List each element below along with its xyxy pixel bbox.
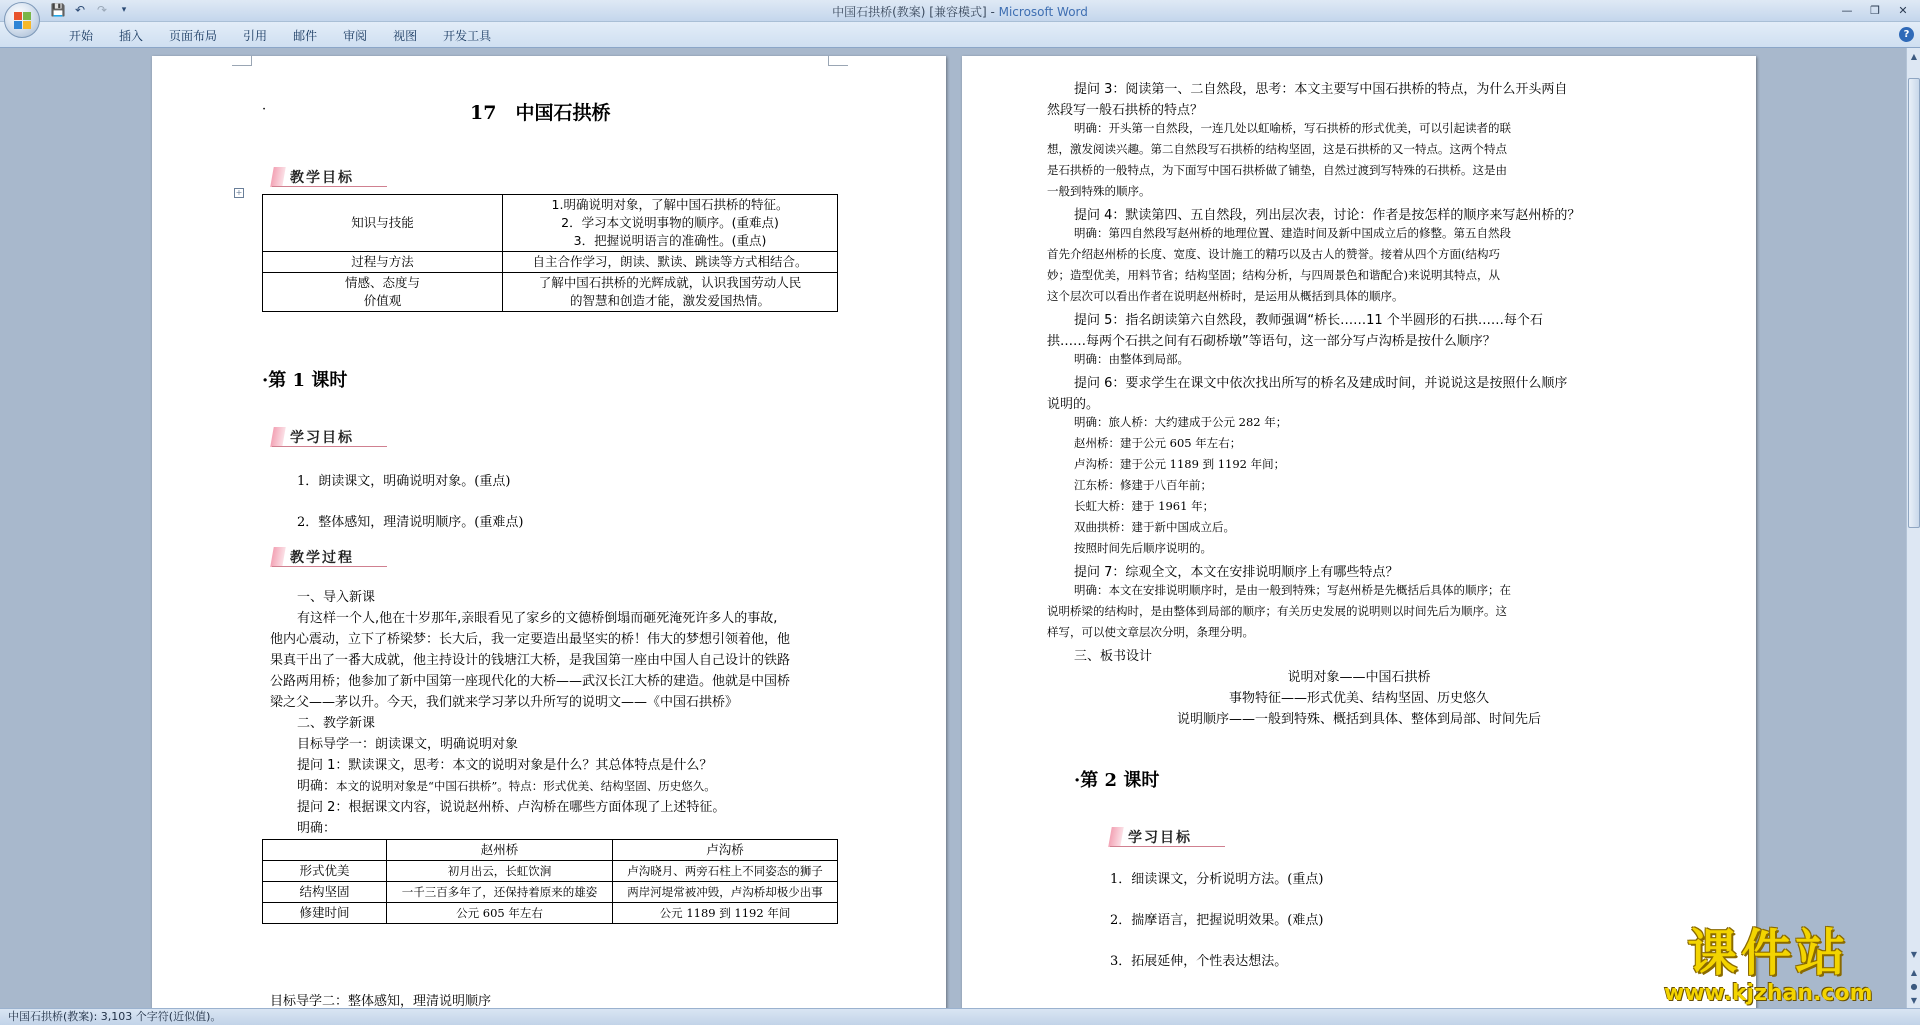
question-3-cont: 然段写一般石拱桥的特点？ xyxy=(1047,103,1204,118)
goal-value xyxy=(503,273,838,312)
bridge-table xyxy=(262,839,838,924)
document-workspace xyxy=(0,48,1906,1008)
banner-underline xyxy=(272,186,387,187)
app-title: Microsoft Word xyxy=(998,5,1088,19)
answer-1 xyxy=(297,775,716,794)
tab-view[interactable]: 视图 xyxy=(393,29,418,43)
table-cell: 卢沟晓月、两旁石柱上不同姿态的狮子 xyxy=(613,861,838,882)
goal-line: 2．学习本文说明事物的顺序。(重难点) xyxy=(561,215,779,230)
page-right xyxy=(962,56,1756,1008)
question-1: 提问 1：默读课文，思考：本文的说明对象是什么？其总体特点是什么？ xyxy=(297,758,713,773)
previous-page-icon[interactable]: ▲ xyxy=(1910,968,1918,977)
intro-paragraph-line: 他内心震动，立下了桥梁梦：长大后，我一定要造出最坚实的桥！伟大的梦想引领着他，他 xyxy=(270,632,791,647)
question-5-cont: 拱……每两个石拱之间有石砌桥墩”等语句，这一部分写卢沟桥是按什么顺序？ xyxy=(1047,334,1496,349)
goal-key: 情感、态度与价值观 xyxy=(263,273,503,312)
table-cell: 公元 605 年左右 xyxy=(387,903,613,924)
question-4: 提问 4：默读第四、五自然段，列出层次表，讨论：作者是按怎样的顺序来写赵州桥的？ xyxy=(1074,208,1581,223)
scroll-down-icon[interactable]: ▼ xyxy=(1910,950,1918,959)
restore-icon[interactable]: ❐ xyxy=(1870,4,1880,17)
table-cell: 公元 1189 到 1192 年间 xyxy=(613,903,838,924)
office-logo-icon xyxy=(14,12,32,30)
scroll-thumb[interactable] xyxy=(1908,78,1920,528)
lesson-2-text: 第 2 课时 xyxy=(1080,770,1160,791)
banner-decoration xyxy=(1108,827,1124,847)
goal-line: 1.明确说明对象，了解中国石拱桥的特征。 xyxy=(551,197,789,212)
board-line: 说明顺序——一般到特殊、概括到具体、整体到局部、时间先后 xyxy=(1176,712,1541,727)
banner-teaching-goals xyxy=(272,166,354,188)
answer-4-line: 明确：第四自然段写赵州桥的地理位置、建造时间及新中国成立后的修整。第五自然段 xyxy=(1074,226,1511,240)
next-page-icon[interactable]: ▼ xyxy=(1910,996,1918,1005)
banner-underline xyxy=(272,446,387,447)
board-heading: 三、板书设计 xyxy=(1074,649,1153,664)
table-header-cell xyxy=(263,840,387,861)
minimize-icon[interactable]: — xyxy=(1841,4,1853,17)
goal-value: 自主合作学习，朗读、默读、跳读等方式相结合。 xyxy=(503,252,838,273)
document-title: 中国石拱桥(教案) [兼容模式] - xyxy=(832,5,999,19)
watermark-url: www.kjzhan.com xyxy=(1664,981,1873,1006)
answer-5: 明确：由整体到局部。 xyxy=(1074,352,1189,366)
customize-qat-icon[interactable]: ▾ xyxy=(121,5,127,15)
goal-line: 了解中国石拱桥的光辉成就，认识我国劳动人民 xyxy=(538,275,802,290)
goal-line: 3．把握说明语言的准确性。(重点) xyxy=(573,233,767,248)
window-title xyxy=(0,3,1920,20)
tab-mailings[interactable]: 邮件 xyxy=(293,29,318,43)
answer-2-label: 明确： xyxy=(297,821,337,836)
title-bar xyxy=(0,0,1920,22)
banner-learning-goals-text: 学习目标 xyxy=(290,430,354,446)
status-bar xyxy=(0,1008,1920,1025)
crop-mark xyxy=(232,56,252,66)
page-left xyxy=(152,56,946,1008)
table-move-handle[interactable]: + xyxy=(235,188,243,197)
goal-key: 过程与方法 xyxy=(263,252,503,273)
answer-6-line: 明确：旅人桥：大约建成于公元 282 年； xyxy=(1074,415,1288,429)
bullet-mark: · xyxy=(262,102,267,117)
answer-6-line: 卢沟桥：建于公元 1189 到 1192 年间； xyxy=(1074,457,1286,471)
banner-underline xyxy=(272,566,387,567)
learning-goal-1: 1．细读课文，分析说明方法。(重点) xyxy=(1110,872,1324,887)
close-icon[interactable]: ✕ xyxy=(1898,4,1908,17)
lesson-1-heading: ·第 1 课时 xyxy=(262,370,348,391)
answer-6-line: 双曲拱桥：建于新中国成立后。 xyxy=(1074,520,1235,534)
question-7: 提问 7：综观全文，本文在安排说明顺序上有哪些特点？ xyxy=(1074,565,1399,580)
answer-3-line: 是石拱桥的一般特点，为下面写中国石拱桥做了铺垫，自然过渡到写特殊的石拱桥。这是由 xyxy=(1047,163,1507,177)
table-cell: 初月出云，长虹饮涧 xyxy=(387,861,613,882)
banner-learning-goals xyxy=(272,426,354,448)
answer-1-text: 本文的说明对象是“中国石拱桥”。特点：形式优美、结构坚固、历史悠久。 xyxy=(336,779,716,793)
question-6: 提问 6：要求学生在课文中依次找出所写的桥名及建成时间，并说说这是按照什么顺序 xyxy=(1074,376,1568,391)
answer-4-line: 这个层次可以看出作者在说明赵州桥时，是运用从概括到具体的顺序。 xyxy=(1047,289,1404,303)
goal-key: 知识与技能 xyxy=(263,195,503,252)
board-line: 事物特征——形式优美、结构坚固、历史悠久 xyxy=(1228,691,1489,706)
undo-icon[interactable]: ↶ xyxy=(74,3,86,17)
table-row xyxy=(263,861,838,882)
answer-3-line: 明确：开头第一自然段，一连几处以虹喻桥，写石拱桥的形式优美，可以引起读者的联 xyxy=(1074,121,1511,135)
new-lesson-heading: 二、教学新课 xyxy=(297,716,376,731)
table-row xyxy=(263,273,838,312)
scroll-up-icon[interactable]: ▲ xyxy=(1910,52,1918,61)
goal-value xyxy=(503,195,838,252)
answer-3-line: 一般到特殊的顺序。 xyxy=(1047,184,1151,198)
table-row xyxy=(263,882,838,903)
tab-review[interactable]: 审阅 xyxy=(343,29,368,43)
intro-paragraph-line: 公路两用桥；他参加了新中国第一座现代化的大桥——武汉长江大桥的建造。他就是中国桥 xyxy=(270,674,791,689)
tab-developer[interactable]: 开发工具 xyxy=(443,29,492,43)
teaching-goals-table xyxy=(262,194,838,312)
answer-6-line: 长虹大桥：建于 1961 年； xyxy=(1074,499,1215,513)
answer-3-line: 想，激发阅读兴趣。第二自然段写石拱桥的结构坚固，这是石拱桥的又一特点。这两个特点 xyxy=(1047,142,1507,156)
answer-4-line: 妙；造型优美，用料节省；结构坚固；结构分析，与四周景色和谐配合)来说明其特点，从 xyxy=(1047,268,1500,282)
lesson-1-text: 第 1 课时 xyxy=(268,370,348,391)
table-row xyxy=(263,903,838,924)
help-icon[interactable]: ? xyxy=(1899,27,1914,42)
learning-goal-2: 2．揣摩语言，把握说明效果。(难点) xyxy=(1110,913,1324,928)
table-row xyxy=(263,840,838,861)
answer-6-line: 江东桥：修建于八百年前； xyxy=(1074,478,1212,492)
watermark-title: 课件站 xyxy=(1687,924,1850,982)
question-2: 提问 2：根据课文内容，说说赵州桥、卢沟桥在哪些方面体现了上述特征。 xyxy=(297,800,726,815)
crop-mark xyxy=(828,56,848,66)
table-header-cell: 赵州桥 xyxy=(387,840,613,861)
lesson-2-heading: ·第 2 课时 xyxy=(1074,770,1160,791)
table-cell: 一千三百多年了，还保持着原来的雄姿 xyxy=(387,882,613,903)
intro-paragraph-line: 果真干出了一番大成就，他主持设计的钱塘江大桥，是我国第一座由中国人自己设计的铁路 xyxy=(270,653,791,668)
table-header-cell: 卢沟桥 xyxy=(613,840,838,861)
answer-7-line: 说明桥梁的结构时，是由整体到局部的顺序；有关历史发展的说明则以时间先后为顺序。这 xyxy=(1047,604,1507,618)
redo-icon[interactable]: ↷ xyxy=(96,3,108,17)
table-cell: 结构坚固 xyxy=(263,882,387,903)
banner-learning-goals-text: 学习目标 xyxy=(1128,830,1192,846)
intro-paragraph-line: 梁之父——茅以升。今天，我们就来学习茅以升所写的说明文——《中国石拱桥》 xyxy=(270,695,739,710)
goal-line: 的智慧和创造才能，激发爱国热情。 xyxy=(569,293,770,308)
board-line: 说明对象——中国石拱桥 xyxy=(1287,670,1431,685)
banner-teaching-goals-text: 教学目标 xyxy=(290,170,354,186)
banner-process xyxy=(272,546,354,568)
window-controls xyxy=(1834,2,1916,19)
learning-goal-1: 1．朗读课文，明确说明对象。(重点) xyxy=(297,474,511,489)
ribbon xyxy=(0,22,1920,48)
watermark-logo xyxy=(1664,925,1873,1006)
vertical-scrollbar[interactable] xyxy=(1906,48,1920,1008)
ribbon-tabs xyxy=(56,27,504,45)
banner-learning-goals xyxy=(1110,826,1192,848)
tab-references[interactable]: 引用 xyxy=(243,29,268,43)
banner-decoration xyxy=(270,547,286,567)
intro-paragraph-line: 有这样一个人,他在十岁那年,亲眼看见了家乡的文德桥倒塌而砸死淹死许多人的事故, xyxy=(297,611,778,626)
guide-1: 目标导学一：朗读课文，明确说明对象 xyxy=(297,737,519,752)
status-text: 中国石拱桥(教案): 3,103 个字符(近似值)。 xyxy=(8,1010,222,1023)
office-button[interactable] xyxy=(4,2,40,38)
learning-goal-2: 2．整体感知，理清说明顺序。(重难点) xyxy=(297,515,524,530)
answer-6-line: 按照时间先后顺序说明的。 xyxy=(1074,541,1212,555)
table-row xyxy=(263,195,838,252)
question-5: 提问 5：指名朗读第六自然段，教师强调“桥长……11 个半圆形的石拱……每个石 xyxy=(1074,313,1543,328)
answer-4-line: 首先介绍赵州桥的长度、宽度、设计施工的精巧以及古人的赞誉。接着从四个方面(结构巧 xyxy=(1047,247,1500,261)
page-title: 17 中国石拱桥 xyxy=(470,102,611,124)
guide-2: 目标导学二：整体感知，理清说明顺序 xyxy=(270,994,492,1008)
tab-home[interactable]: 开始 xyxy=(69,29,94,43)
banner-decoration xyxy=(270,427,286,447)
answer-7-line: 样写，可以使文章层次分明，条理分明。 xyxy=(1047,625,1254,639)
table-row xyxy=(263,252,838,273)
tab-page-layout[interactable]: 页面布局 xyxy=(169,29,218,43)
table-cell: 修建时间 xyxy=(263,903,387,924)
save-icon[interactable]: 💾 xyxy=(50,3,66,17)
table-cell: 形式优美 xyxy=(263,861,387,882)
intro-heading: 一、导入新课 xyxy=(297,590,376,605)
table-cell: 两岸河堤常被冲毁，卢沟桥却极少出事 xyxy=(613,882,838,903)
banner-process-text: 教学过程 xyxy=(290,550,354,566)
question-6-cont: 说明的。 xyxy=(1047,397,1100,412)
learning-goal-3: 3．拓展延伸，个性表达想法。 xyxy=(1110,954,1288,969)
answer-6-line: 赵州桥：建于公元 605 年左右； xyxy=(1074,436,1242,450)
browse-object-icon[interactable]: ● xyxy=(1910,982,1918,991)
question-3: 提问 3：阅读第一、二自然段，思考：本文主要写中国石拱桥的特点，为什么开头两自 xyxy=(1074,82,1568,97)
tab-insert[interactable]: 插入 xyxy=(119,29,144,43)
answer-1-label: 明确： xyxy=(297,779,337,794)
banner-underline xyxy=(1110,846,1225,847)
answer-7-line: 明确：本文在安排说明顺序时，是由一般到特殊；写赵州桥是先概括后具体的顺序；在 xyxy=(1074,583,1511,597)
banner-decoration xyxy=(270,167,286,187)
